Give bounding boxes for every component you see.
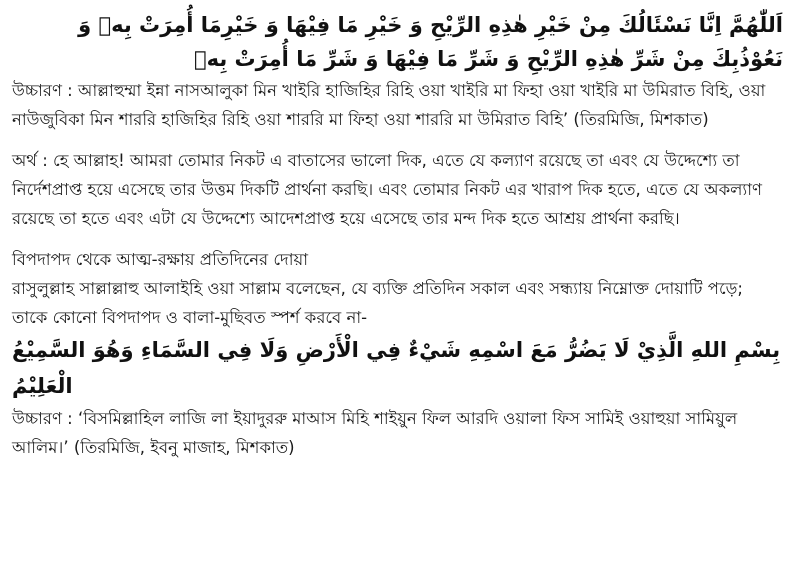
pronunciation-text: আল্লাহুম্মা ইন্না নাসআলুকা মিন খাইরি হাজিহির রিহি ওয়া খাইরি মা ফিহা ওয়া খাইরি মা উমিরাত বিহি, ওয়া নাউজুবিকা মিন শাররি হাজিহির রিহি ওয়া শাররি মা ফিহা ওয়া শাররি মা উমিরাত বিহি’ (তিরমিজি, মিশকাত)	[12, 81, 766, 129]
meaning-text: হে আল্লাহ! আমরা তোমার নিকট এ বাতাসের ভালো দিক, এতে যে কল্যাণ রয়েছে তা এবং যে উদ্দেশ্যে তা নির্দেশপ্রাপ্ত হয়ে এসেছে তার উত্তম দিকটি প্রার্থনা করছি। এবং তোমার নিকট এর খারাপ দিক হতে, এতে যে অকল্যাণ রয়েছে তা হতে এবং এটা যে উদ্দেশ্যে আদেশপ্রাপ্ত হয়ে এসেছে তার মন্দ দিক হতে আশ্রয় প্রার্থনা করছি।	[12, 151, 762, 228]
protection-dua-arabic: بِسْمِ اللهِ الَّذِيْ لَا يَضُرُّ مَعَ اسْمِهِ شَيْءٌ فِي الْأَرْضِ وَلَا فِي السَّمَاءِ وَهُوَ السَّمِيْعُ الْعَلِيْمُ	[12, 338, 781, 398]
pronunciation-label: উচ্চারণ :	[12, 81, 73, 100]
pronunciation-label-2: উচ্চারণ :	[12, 409, 73, 428]
section-heading: বিপদাপদ থেকে আত্ম-রক্ষায় প্রতিদিনের দোয়া	[12, 250, 309, 269]
dua-pronunciation	[12, 76, 783, 134]
dua-meaning	[12, 146, 783, 233]
section-intro: রাসুলুল্লাহ সাল্লাল্লাহু আলাইহি ওয়া সাল্লাম বলেছেন, যে ব্যক্তি প্রতিদিন সকাল এবং সন্ধ্যায় নিম্নোক্ত দোয়াটি পড়ে; তাকে কোনো বিপদাপদ ও বালা-মুছিবত স্পর্শ করবে না-	[12, 279, 743, 327]
meaning-label: অর্থ :	[12, 151, 48, 170]
dua-arabic-text: اَللّٰهُمَّ اِنَّا نَسْئَالُكَ مِنْ خَيْرِ هٰذِهِ الرِّيْحِ وَ خَيْرِ مَا فِيْهَا وَ خَيْرِمَا أُمِرَتْ بِهٖ وَ نَعُوْذُبِكَ مِنْ شَرِّ هٰذِهِ الرِّيْحِ وَ شَرِّ مَا فِيْهَا وَ شَرِّ مَا أُمِرَتْ بِهٖ	[78, 13, 783, 71]
pronunciation-text-2: ‘বিসমিল্লাহিল লাজি লা ইয়াদুররু মাআস মিহি শাইয়ুন ফিল আরদি ওয়ালা ফিস সামিই ওয়াহুয়া সামিয়ুল আলিম।’ (তিরমিজি, ইবনু মাজাহ, মিশকাত)	[12, 409, 738, 457]
protection-dua-pronunciation	[12, 404, 783, 462]
